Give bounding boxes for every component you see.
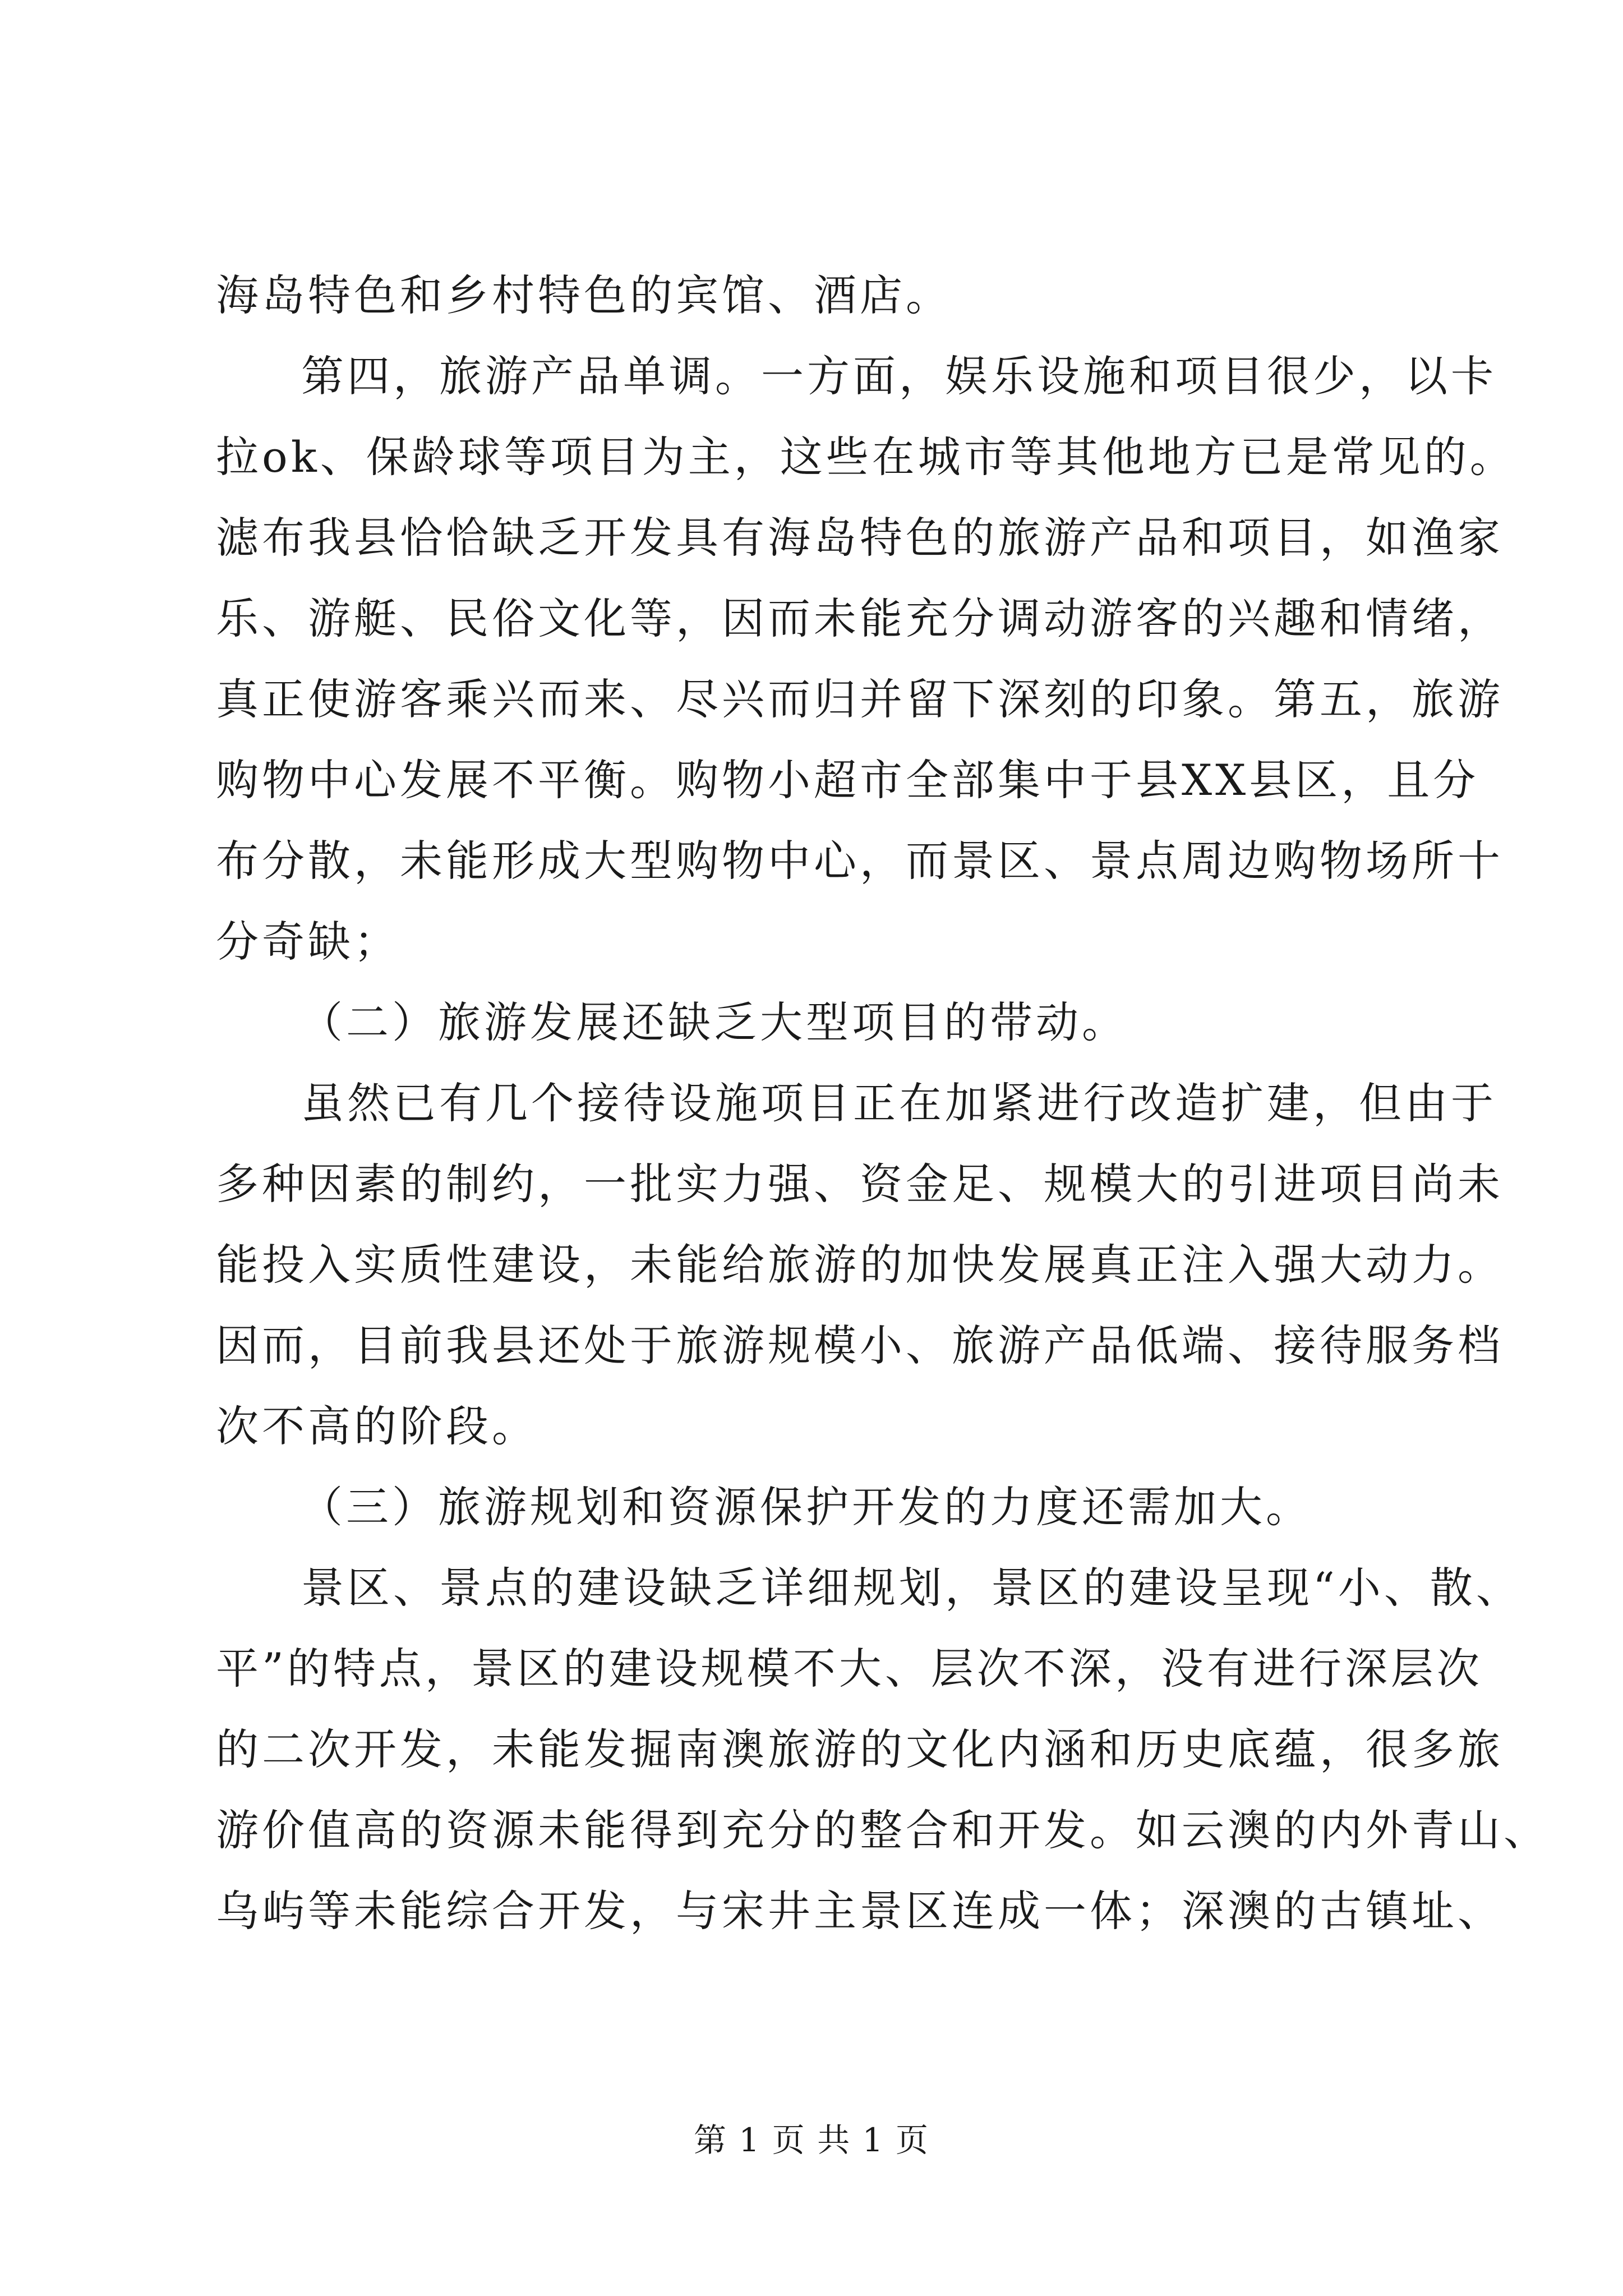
text-line: 游价值高的资源未能得到充分的整合和开发。如云澳的内外青山、	[216, 1805, 1550, 1855]
text-line: 次不高的阶段。	[216, 1401, 538, 1451]
text-line: 虽然已有几个接待设施项目正在加紧进行改造扩建，但由于	[301, 1078, 1497, 1128]
text-line: 购物中心发展不平衡。购物小超市全部集中于县XX县区，且分	[216, 755, 1479, 805]
text-line: 布分散，未能形成大型购物中心，而景区、景点周边购物场所十	[216, 836, 1504, 886]
page-footer: 第 1 页 共 1 页	[694, 2121, 929, 2159]
text-line: 能投入实质性建设，未能给旅游的加快发展真正注入强大动力。	[216, 1240, 1504, 1290]
text-line: 真正使游客乘兴而来、尽兴而归并留下深刻的印象。第五，旅游	[216, 674, 1504, 724]
text-line: 多种因素的制约，一批实力强、资金足、规模大的引进项目尚未	[216, 1159, 1504, 1209]
text-line: 景区、景点的建设缺乏详细规划，景区的建设呈现“小、散、	[301, 1563, 1522, 1613]
text-line: 因而，目前我县还处于旅游规模小、旅游产品低端、接待服务档	[216, 1320, 1504, 1370]
document-body	[216, 255, 1550, 1952]
text-line: 乐、游艇、民俗文化等，因而未能充分调动游客的兴趣和情绪，	[216, 593, 1504, 643]
text-line: 平”的特点，景区的建设规模不大、层次不深，没有进行深层次	[216, 1644, 1483, 1694]
text-line: 分奇缺；	[216, 917, 400, 967]
text-line: 的二次开发，未能发掘南澳旅游的文化内涵和历史底蕴，很多旅	[216, 1724, 1504, 1774]
text-line: 海岛特色和乡村特色的宾馆、酒店。	[216, 270, 952, 320]
section-heading: （三）旅游规划和资源保护开发的力度还需加大。	[300, 1482, 1312, 1532]
text-line: 拉ok、保龄球等项目为主，这些在城市等其他地方已是常见的。	[216, 432, 1516, 482]
text-line: 乌屿等未能综合开发，与宋井主景区连成一体；深澳的古镇址、	[216, 1886, 1504, 1936]
section-heading: （二）旅游发展还缺乏大型项目的带动。	[300, 997, 1128, 1047]
text-line: 第四，旅游产品单调。一方面，娱乐设施和项目很少，以卡	[301, 351, 1497, 401]
text-line: 滤布我县恰恰缺乏开发具有海岛特色的旅游产品和项目，如渔家	[216, 513, 1504, 563]
